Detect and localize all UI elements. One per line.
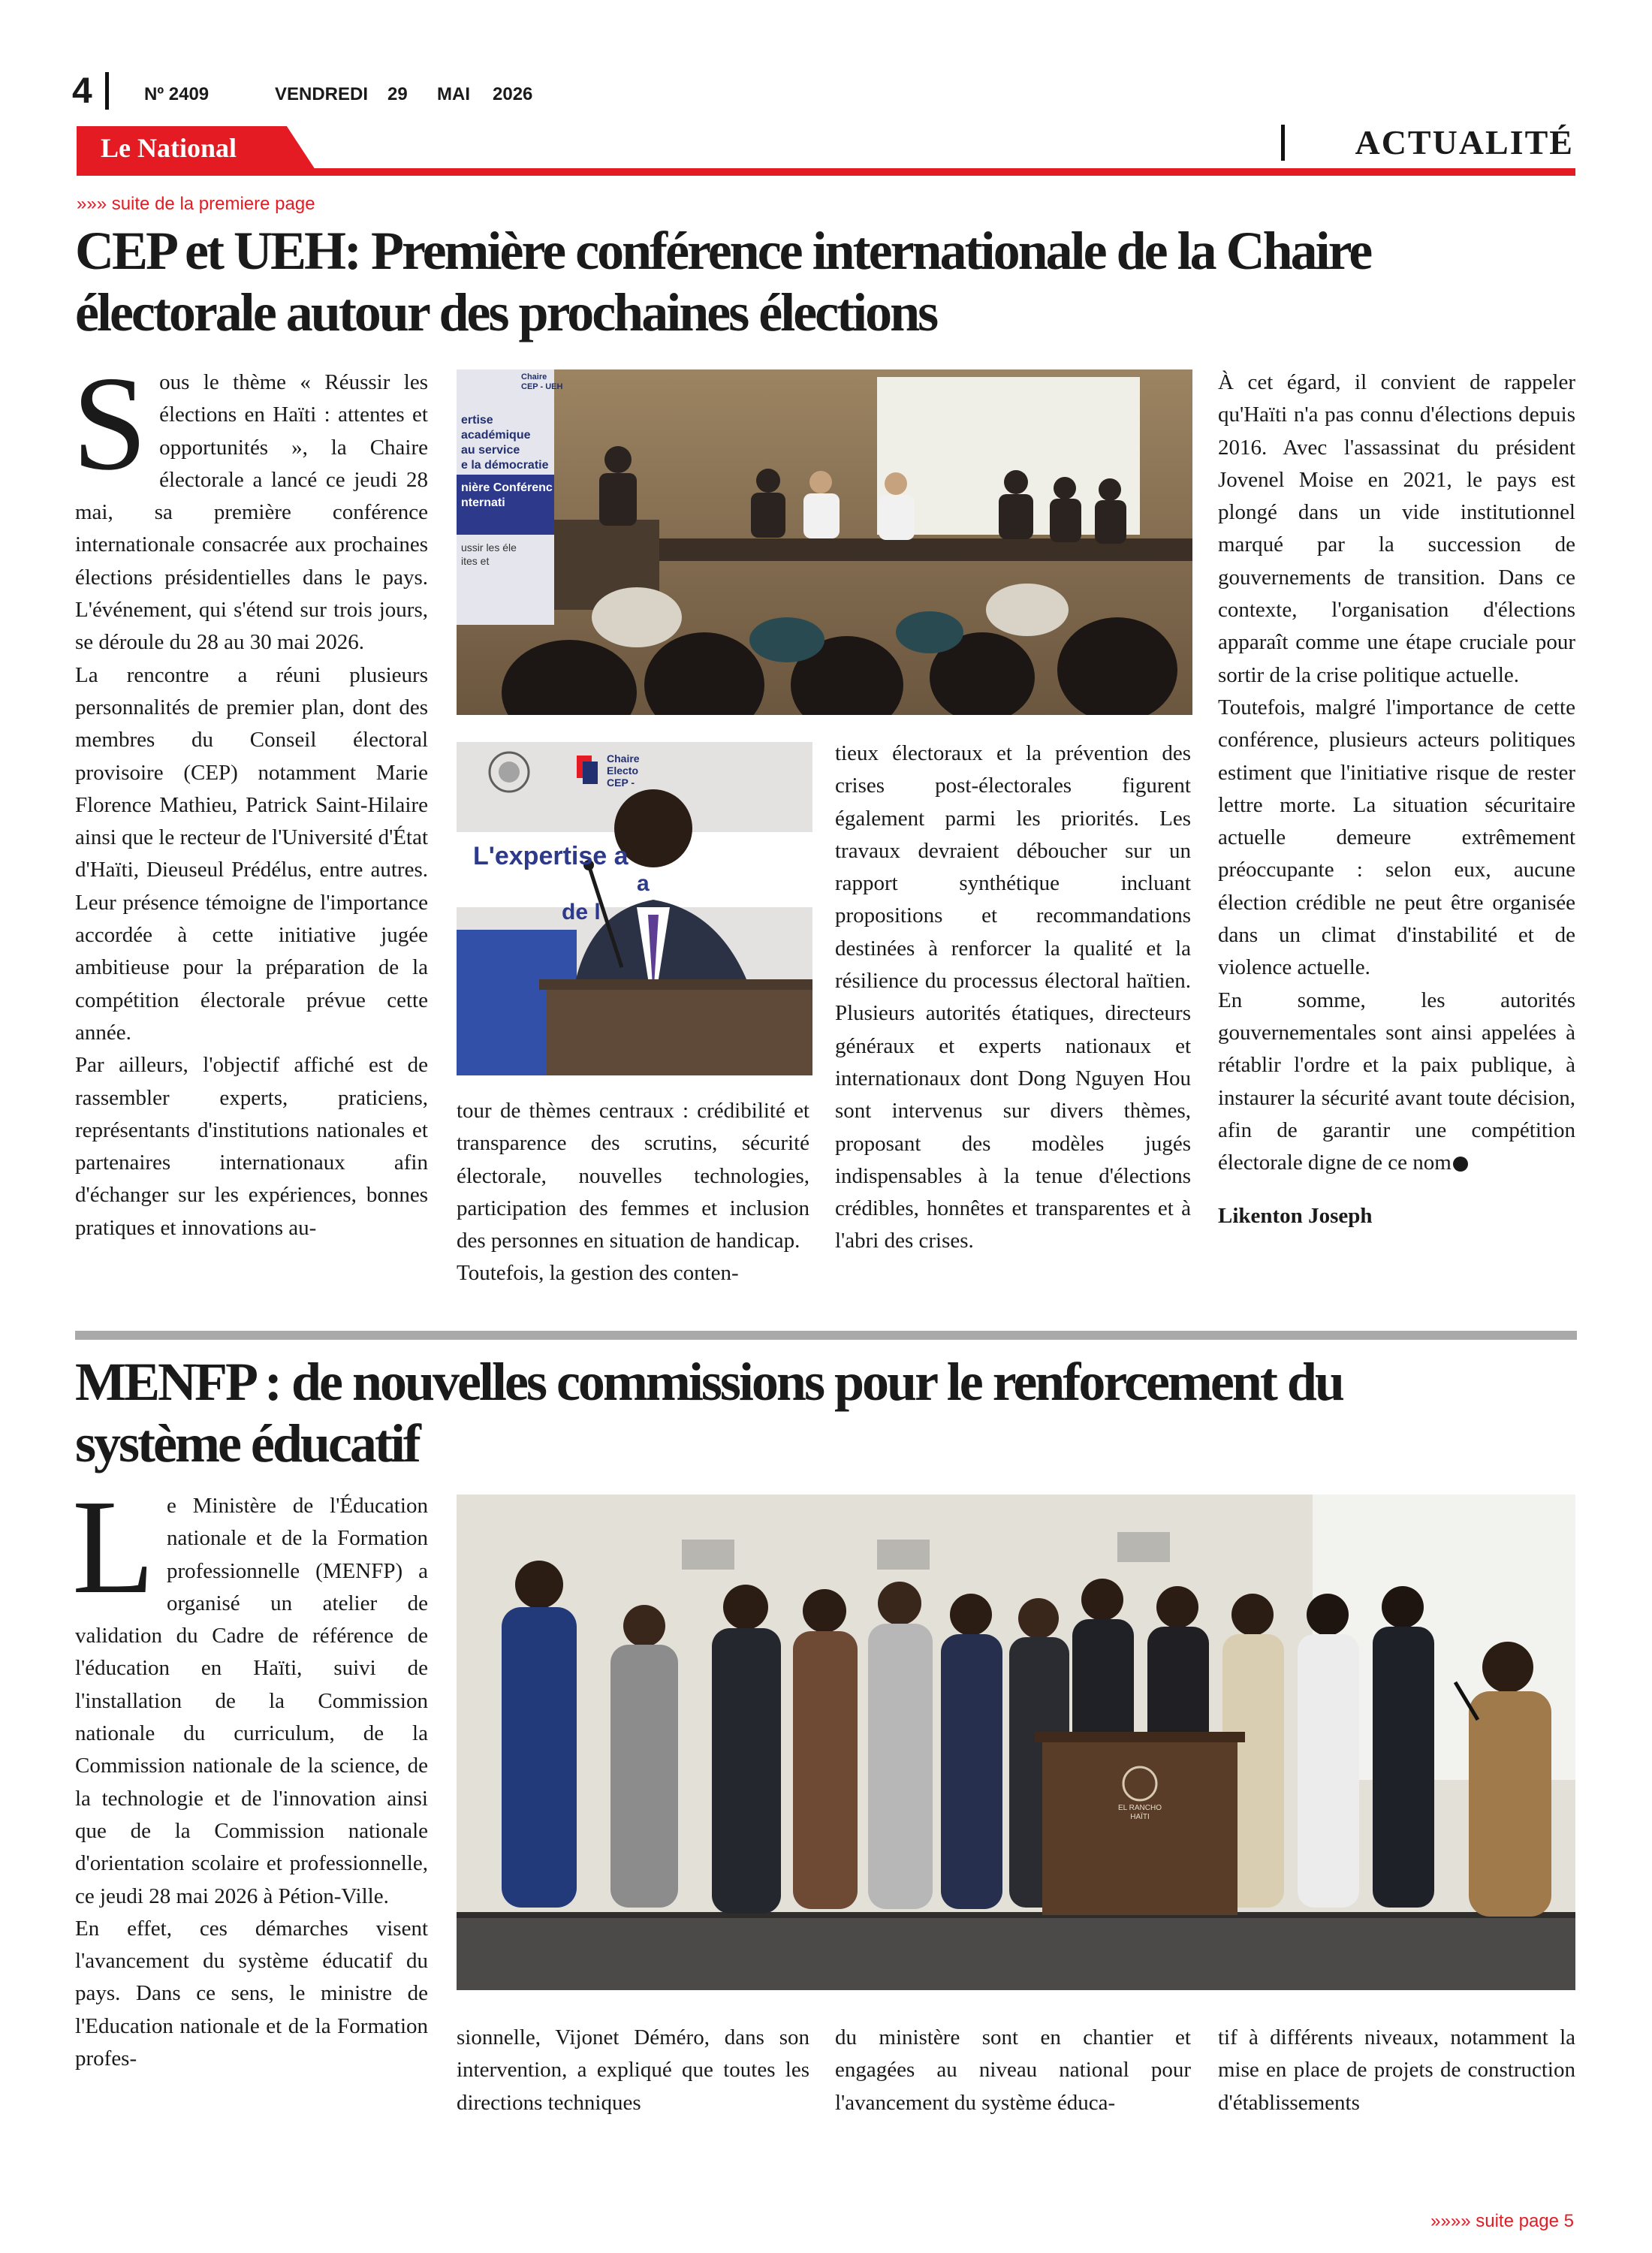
- article2-column-1: [72, 1472, 428, 2075]
- article2-paragraph: du ministère sont en chantier et engagées au niveau national pour l'avancement du système éduca-: [835, 2025, 1191, 2115]
- article2-paragraph: sionnelle, Vijonet Déméro, dans son intervention, a expliqué que toutes les directions techniques: [457, 2025, 809, 2115]
- podium-logo-text: EL RANCHO HAÏTI: [1118, 1804, 1162, 1821]
- date-month: MAI: [437, 84, 470, 104]
- brand-name: Le National: [101, 133, 237, 163]
- chaire-logo-text: Chaire: [521, 372, 547, 382]
- date-day: 29: [387, 84, 408, 104]
- banner-text: ites et: [461, 555, 490, 567]
- date-year: 2026: [493, 84, 533, 104]
- article2-column-4: [1218, 2022, 1575, 2119]
- chaire-logo-subtext: CEP - UEH: [521, 382, 563, 391]
- article1-paragraph: La rencontre a réuni plusieurs personnalités de premier plan, dont des membres du Conseil électoral provisoire (CEP) notamment Marie Florence Mathieu, Patrick Saint-Hilaire ainsi que le recteur de l'Université d'État d'Haïti, Dieuseul Prédélus, entre autres. Leur présence témoigne de l'importance accordée à cette initiative jugée ambitieuse pour la préparation de la compétition électorale prévue cette année.: [75, 662, 428, 1045]
- speaker-photo: [457, 742, 812, 1075]
- issue-number: Nº 2409: [144, 84, 210, 104]
- article2-paragraph: tif à différents niveaux, notamment la mise en place de projets de construction d'établissements: [1218, 2025, 1575, 2115]
- article-separator: [75, 1331, 1577, 1340]
- article1-column-4: [1218, 366, 1575, 1233]
- banner-text: ussir les éle: [461, 541, 517, 553]
- banner-text: nternati: [461, 496, 505, 509]
- article1-paragraph: tieux électoraux et la prévention des crises post-électorales figurent également parmi les priorités. Les travaux devraient déboucher sur un rapport synthétique incluant propositions et recommandations destinées à renforcer la qualité et la résilience du processus électoral haïtien. Plusieurs autorités étatiques, directeurs généraux et experts nationaux et internationaux dont Dong Nguyen Hou sont intervenus sur divers thèmes, proposant des modèles jugés indispensables à la tenue d'élections crédibles, honnêtes et transparentes et à l'abri des crises.: [835, 741, 1191, 1253]
- banner-text: nière Conférenc: [461, 481, 553, 494]
- article2-title-line1: MENFP : de nouvelles commissions pour le renforcement du: [75, 1352, 1343, 1412]
- article1-column-3: [835, 737, 1191, 1258]
- header-red-rule: [77, 168, 1575, 176]
- dropcap: S: [72, 348, 148, 498]
- article1-paragraph: tour de thèmes centraux : crédibilité et transparence des scrutins, sécurité électorale, nouvelles technologies, participation des femmes et inclusion des personnes en situation de handicap.: [457, 1099, 809, 1253]
- speaker-banner-text: a: [637, 871, 650, 896]
- article1-paragraph: Toutefois, malgré l'importance de cette conférence, plusieurs acteurs politiques estiment que l'initiative risque de rester lettre morte. La situation sécuritaire actuelle demeure extrêmement préoccupante : selon eux, aucune élection crédible ne peut être organisée dans un climat d'instabilité et de violence actuelle.: [1218, 695, 1575, 980]
- article2-title-line2: système éducatif: [75, 1413, 419, 1473]
- article1-paragraph: En somme, les autorités gouvernementales sont ainsi appelées à rétablir l'ordre et la paix publique, à instaurer la sécurité avant toute décision, afin de garantir une compétition électorale digne de ce nom: [1218, 988, 1575, 1175]
- article1-paragraph: ous le thème « Réussir les élections en Haïti : attentes et opportunités », la Chaire électorale a lancé ce jeudi 28 mai, sa première conférence internationale consacrée aux prochaines élections présidentielles dans le pays. L'événement, qui s'étend sur trois jours, se déroule du 28 au 30 mai 2026.: [75, 370, 428, 655]
- section-label: ACTUALITÉ: [1355, 123, 1574, 161]
- speaker-banner-text: de l: [562, 900, 601, 924]
- article2-column-3: [835, 2022, 1191, 2119]
- section-divider: [1281, 125, 1285, 161]
- date-weekday: VENDREDI: [275, 84, 369, 104]
- continued-on-label: »»»» suite page 5: [1430, 2211, 1574, 2231]
- article2-paragraph: En effet, ces démarches visent l'avancement du système éducatif du pays. Dans ce sens, le ministre de l'Education nationale et de la Formation profes-: [75, 1916, 428, 2071]
- conference-panel-photo: [457, 369, 1192, 715]
- article2-column-2: [457, 2022, 809, 2119]
- banner-text: e la démocratie: [461, 459, 549, 472]
- chaire-logo-subtext: CEP -: [607, 777, 635, 789]
- article1-paragraph: Toutefois, la gestion des conten-: [457, 1261, 739, 1286]
- banner-text: ertise académique: [461, 414, 531, 442]
- chaire-logo-text: Electo: [607, 765, 639, 777]
- commission-group-photo: [457, 1494, 1575, 1990]
- dropcap: L: [72, 1472, 155, 1621]
- header-divider: [105, 72, 109, 110]
- continued-from-label: »»» suite de la premiere page: [77, 194, 315, 214]
- speaker-banner-text: L'expertise a: [473, 842, 629, 870]
- article1-title-line2: électorale autour des prochaines élections: [75, 282, 937, 342]
- article1-paragraph: Par ailleurs, l'objectif affiché est de rassembler experts, praticiens, représentants d'institutions nationales et partenaires internationaux afin d'échanger sur les expériences, bonnes pratiques et innovations au-: [75, 1053, 428, 1240]
- article1-column-1: [72, 348, 428, 1244]
- chaire-logo-text: Chaire: [607, 753, 640, 765]
- banner-text: au service: [461, 444, 520, 457]
- article2-paragraph: e Ministère de l'Éducation nationale et de la Formation professionnelle (MENFP) a organisé un atelier de validation du Cadre de référence de l'éducation en Haïti, suivi de l'installation de la Commission nationale du curriculum, de la Commission nationale de la science, de la technologie et de l'innovation ainsi que de la Commission nationale d'orientation scolaire et professionnelle, ce jeudi 28 mai 2026 à Pétion-Ville.: [75, 1494, 428, 1908]
- article1-paragraph: À cet égard, il convient de rappeler qu'Haïti n'a pas connu d'élections depuis 2016. Avec l'assassinat du président Jovenel Moise en 2021, le pays est plongé dans un vide institutionnel marqué par la succession de gouvernements de transition. Dans ce contexte, l'organisation d'élections apparaît comme une étape cruciale pour sortir de la crise politique actuelle.: [1218, 370, 1575, 687]
- end-mark-icon: [1453, 1157, 1468, 1172]
- article1-title-line1: CEP et UEH: Première conférence internationale de la Chaire: [75, 221, 1371, 281]
- article1-author: Likenton Joseph: [1218, 1204, 1373, 1229]
- page-number: 4: [72, 71, 92, 111]
- article1-column-2: [457, 1095, 809, 1290]
